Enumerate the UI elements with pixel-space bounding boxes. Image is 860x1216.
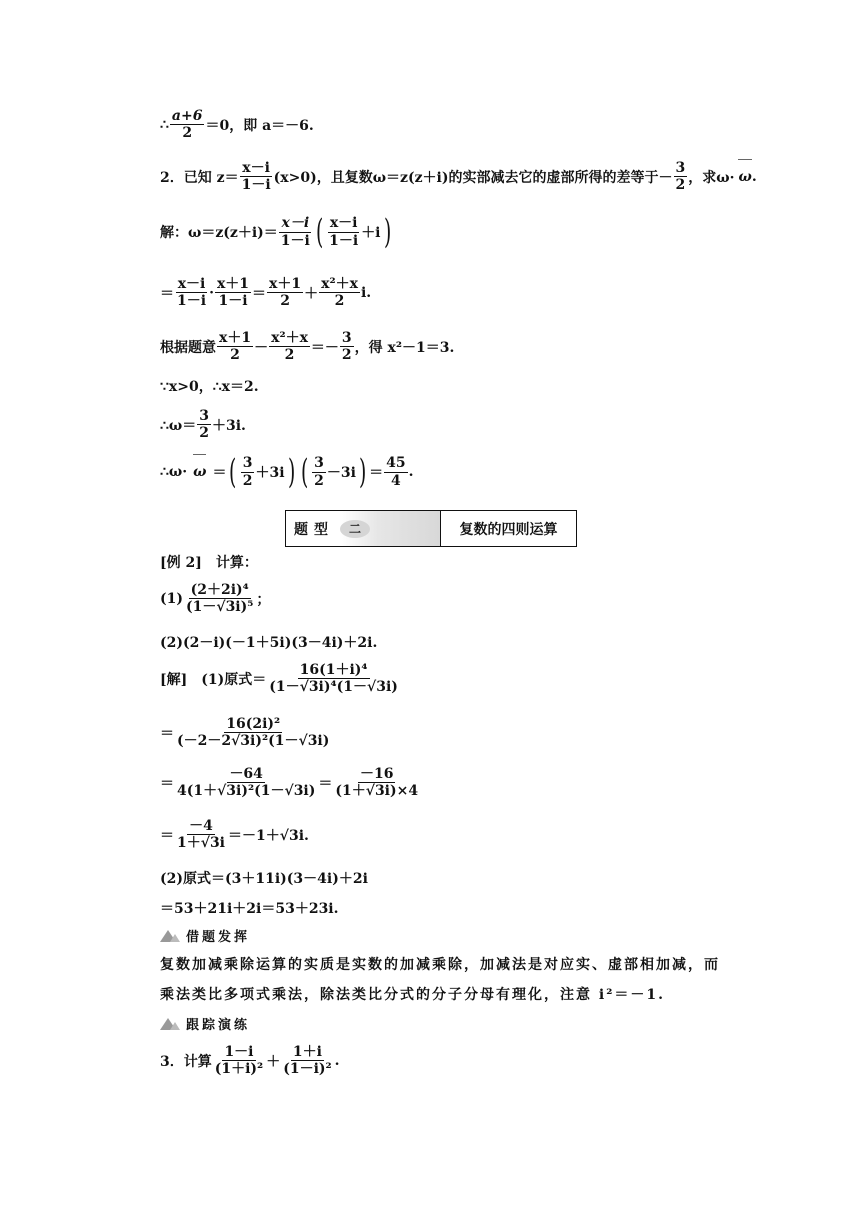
solution-step-6: ＝53＋21i＋2i＝53＋23i. <box>160 901 339 917</box>
insight-heading: 借题发挥 <box>160 926 250 945</box>
solution-line-6: ∴ω· ω ＝ ( $\frac{3}{2}$ ＋3i ) ( $\frac{3}{2}$ －3i ) ＝ $\frac{45}{4}$ . <box>160 452 414 492</box>
banner-tag-area <box>286 511 441 546</box>
insight-text: 复数加减乘除运算的实质是实数的加减乘除，加减法是对应实、虚部相加减，而乘法类比多项式乘法，除法类比分式的分子分母有理化，注意 i²＝－1. <box>160 957 720 1003</box>
example-part-1: (1) $\frac{\text{(2＋2i)⁴}}{\text{(1－√3i)⁵}}$ ； <box>160 582 271 616</box>
banner-title: 复数的四则运算 <box>459 521 558 538</box>
banner-tag: 题型 <box>294 521 334 538</box>
solution-line-4: ∵x>0，∴x＝2. <box>160 379 259 395</box>
solution-step-4: ＝ $\frac{-4}{1+√3i}$ ＝－1＋√3i. <box>160 818 309 852</box>
omega-conjugate: ω <box>738 168 752 185</box>
solution-step-5: (2)原式＝(3＋11i)(3－4i)＋2i <box>160 871 368 887</box>
solution-line-1: 解：ω＝z(z＋i)＝ $\frac{x-i}{1-i}$ ( $\frac{x-i}{1-i}$ ＋i ) <box>160 215 394 249</box>
line-1 <box>160 108 314 141</box>
solution-step-3: ＝ $\frac{-64}{\text{4(1＋√3i)²(1－√3i)}}$ ＝ $\frac{-16}{(1+√3i)\times 4}$ <box>160 766 419 800</box>
fraction: $\frac{x-i}{1-i}$ <box>241 160 271 194</box>
solution-step-2: ＝ $\frac{\text{16(2i)²}}{\text{(－2－2√3i)²(1－√3i)}}$ <box>160 716 330 750</box>
text: ＝0，即 a＝－6. <box>205 117 314 134</box>
example-label: [例 2] 计算： <box>160 555 258 571</box>
practice-problem-3: 3．计算 $\frac{1-i}{\text{(1＋i)²}}$ ＋ $\frac{1+i}{\text{(1－i)²}}$ . <box>160 1044 340 1078</box>
paren-group: ( $\frac{x-i}{1-i}$ ＋i ) <box>315 212 391 252</box>
section-banner <box>285 510 577 547</box>
fraction: $\frac{x-i}{1-i}$ <box>280 215 310 249</box>
omega-conjugate: ω <box>193 464 207 480</box>
solution-step-1: [解] (1)原式＝ $\frac{\text{16(1＋i)⁴}}{\text{(1－√3i)⁴(1－√3i)}}$ <box>160 662 398 696</box>
solution-line-5: ∴ω＝ $\frac{3}{2}$ ＋3i. <box>160 408 246 442</box>
triangle-small-icon <box>170 1022 180 1030</box>
therefore: ∴ <box>160 116 169 133</box>
solution-line-2: ＝ $\frac{x-i}{1-i}$ · $\frac{x+1}{1-i}$ ＝ $\frac{x+1}{2}$ ＋ $\frac{\text{x²＋x}}{2}$ i. <box>160 276 372 310</box>
solution-line-3: 根据题意 $\frac{x+1}{2}$ － $\frac{\text{x²＋x}}{2}$ ＝－ $\frac{3}{2}$ ，得 x²－1＝3. <box>160 330 455 364</box>
triangle-small-icon <box>170 934 180 942</box>
fraction: $\frac{3}{2}$ <box>675 160 686 194</box>
example-part-2: (2)(2－i)(－1＋5i)(3－4i)＋2i. <box>160 635 378 651</box>
problem-2: 2．已知 z＝ $\frac{x-i}{1-i}$ (x>0)，且复数ω＝z(z＋i)的实部减去它的虚部所得的差等于－ $\frac{3}{2}$ ，求ω· ω . <box>160 160 757 194</box>
banner-number: 二 <box>340 520 370 538</box>
fraction: $\frac{a+6}{2}$ <box>171 108 203 142</box>
practice-heading: 跟踪演练 <box>160 1014 250 1033</box>
